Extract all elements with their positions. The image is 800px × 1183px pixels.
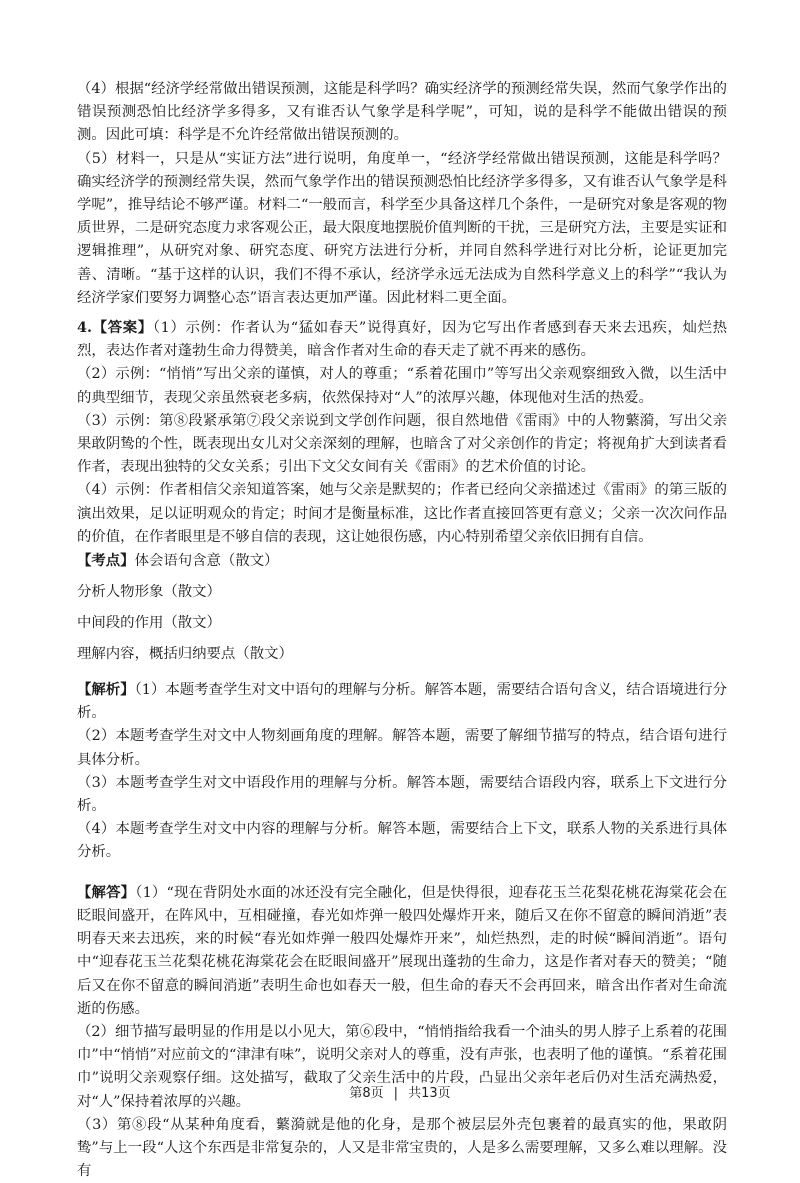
page-number: 第8页 bbox=[349, 1086, 384, 1101]
kaodian-item-2: 分析人物形象（散文） bbox=[77, 584, 221, 601]
jieda-item-2: （2）细节描写最明显的作用是以小见大，第⑥段中，“悄悄指给我看一个油头的男人脖子上系着的花围巾”中“悄悄”对应前文的“津津有味”，说明父亲对人的尊重，没有声张，也表明了他的谨慎。“系着花围巾”说明父亲观察仔细。这处描写，截取了父亲生活中的片段，凸显出父亲年老后仍对生活充满热爱，对“人”保持着浓厚的兴趣。 bbox=[77, 1023, 727, 1110]
jieda-item-3: （3）第⑧段“从某种角度看，蘩漪就是他的化身，是那个被层层外壳包裹着的最真实的他，果敢阴鸷”与上一段“人这个东西是非常复杂的，人又是非常宝贵的，人是多么需要理解，又多么难以理解。没有 bbox=[77, 1116, 727, 1180]
answer4-item-4: （4）示例：作者相信父亲知道答案，她与父亲是默契的；作者已经向父亲描述过《雷雨》的第三版的演出效果，足以证明观众的肯定；时间才是衡量标准，这比作者直接回答更有意义；父亲一次次问作品的价值，在作者眼里是不够自信的表现，这让她很伤感，内心特别希望父亲依旧拥有自信。 bbox=[77, 482, 727, 545]
q3-part4-paragraph: （4）根据“经济学经常做出错误预测，这能是科学吗？确实经济学的预测经常失误，然而气象学作出的错误预测恐怕比经济学多得多，又有谁否认气象学是科学呢”，可知，说的是科学不能做出错误的预测。因此可填：科学是不允许经常做出错误预测的。 bbox=[77, 81, 727, 144]
answer4-label: 4.【答案】 bbox=[77, 319, 153, 337]
jieda-item-1-text: （1）“现在背阴处水面的冰还没有完全融化，但是快得很，迎春花玉兰花梨花桃花海棠花会在眨眼间盛开，在阵风中，互相碰撞，春光如炸弹一般四处爆炸开来，随后又在你不留意的瞬间消逝”表明春天来去迅疾，来的时候“春光如炸弹一般四处爆炸开来”，灿烂热烈，走的时候“瞬间消逝”。语句中“迎春花玉兰花梨花桃花海棠花会在眨眼间盛开”展现出蓬勃的生命力，这是作者对春天的赞美；“随后又在你不留意的瞬间消逝”表明生命也如春天一般，但生命的春天不会再回来，暗含出作者对生命流逝的伤感。 bbox=[77, 884, 727, 1017]
page-footer bbox=[0, 1082, 800, 1101]
jieda-item-1 bbox=[77, 881, 727, 1021]
jiexi-item-1-text: （1）本题考查学生对文中语句的理解与分析。解答本题，需要结合语句含义，结合语境进行分析。 bbox=[77, 682, 727, 722]
jiexi-label: 【解析】 bbox=[77, 681, 135, 699]
jiexi-item-2: （2）本题考查学生对文中人物刻画角度的理解。解答本题，需要了解细节描写的特点，结合语句进行具体分析。 bbox=[77, 728, 727, 768]
footer-separator: | bbox=[393, 1086, 399, 1101]
kaodian-item-1: 体会语句含意（散文） bbox=[134, 553, 279, 570]
kaodian-line-1 bbox=[77, 549, 727, 573]
jiexi-item-4: （4）本题考查学生对文中内容的理解与分析。解答本题，需要结合上下文，联系人物的关系进行具体分析。 bbox=[77, 821, 727, 861]
jieda-label: 【解答】 bbox=[77, 883, 136, 901]
answer4-item-2: （2）示例：“悄悄”写出父亲的谨慎，对人的尊重；“系着花围巾”等写出父亲观察细致入微，以生活中的典型细节，表现父亲虽然衰老多病，依然保持对“人”的浓厚兴趣，体现他对生活的热爱。 bbox=[77, 366, 727, 406]
document-page bbox=[77, 78, 727, 1183]
answer4-item-1-text: （1）示例：作者认为“猛如春天”说得真好，因为它写出作者感到春天来去迅疾，灿烂热烈，表达作者对蓬勃生命力得赞美，暗含作者对生命的春天走了就不再来的感伤。 bbox=[77, 320, 727, 360]
answer4-item-3: （3）示例：第⑧段紧承第⑦段父亲说到文学创作问题，很自然地借《雷雨》中的人物蘩漪，写出父亲果敢阴鸷的个性，既表现出女儿对父亲深刻的理解，也暗含了对父亲创作的肯定；将视角扩大到读者看作者，表现出独特的父女关系；引出下文父女间有关《雷雨》的艺术价值的讨论。 bbox=[77, 412, 727, 476]
answer4-item-1 bbox=[77, 316, 727, 363]
page-total: 共13页 bbox=[408, 1086, 451, 1101]
q3-part5-paragraph: （5）材料一，只是从“实证方法”进行说明，角度单一，“经济学经常做出错误预测，这能是科学吗？确实经济学的预测经常失误，然而气象学作出的错误预测恐怕比经济学多得多，又有谁否认气象学是科学呢”，推导结论不够严谨。材料二“一般而言，科学至少具备这样几个条件，一是研究对象是客观的物质世界，二是研究态度力求客观公正，最大限度地摆脱价值判断的干扰，三是研究方法，主要是实证和逻辑推理”，从研究对象、研究态度、研究方法进行分析，并同自然科学进行对比分析，论证更加完善、清晰。“基于这样的认识，我们不得不承认，经济学永远无法成为自然科学意义上的科学”“我认为经济学家们要努力调整心态”语言表达更加严谨。因此材料二更全面。 bbox=[77, 150, 727, 306]
kaodian-item-4: 理解内容，概括归纳要点（散文） bbox=[77, 646, 293, 663]
jiexi-item-3: （3）本题考查学生对文中语段作用的理解与分析。解答本题，需要结合语段内容，联系上下文进行分析。 bbox=[77, 774, 727, 815]
jiexi-item-1 bbox=[77, 678, 727, 725]
kaodian-item-3: 中间段的作用（散文） bbox=[77, 615, 221, 632]
kaodian-label: 【考点】 bbox=[77, 552, 135, 570]
